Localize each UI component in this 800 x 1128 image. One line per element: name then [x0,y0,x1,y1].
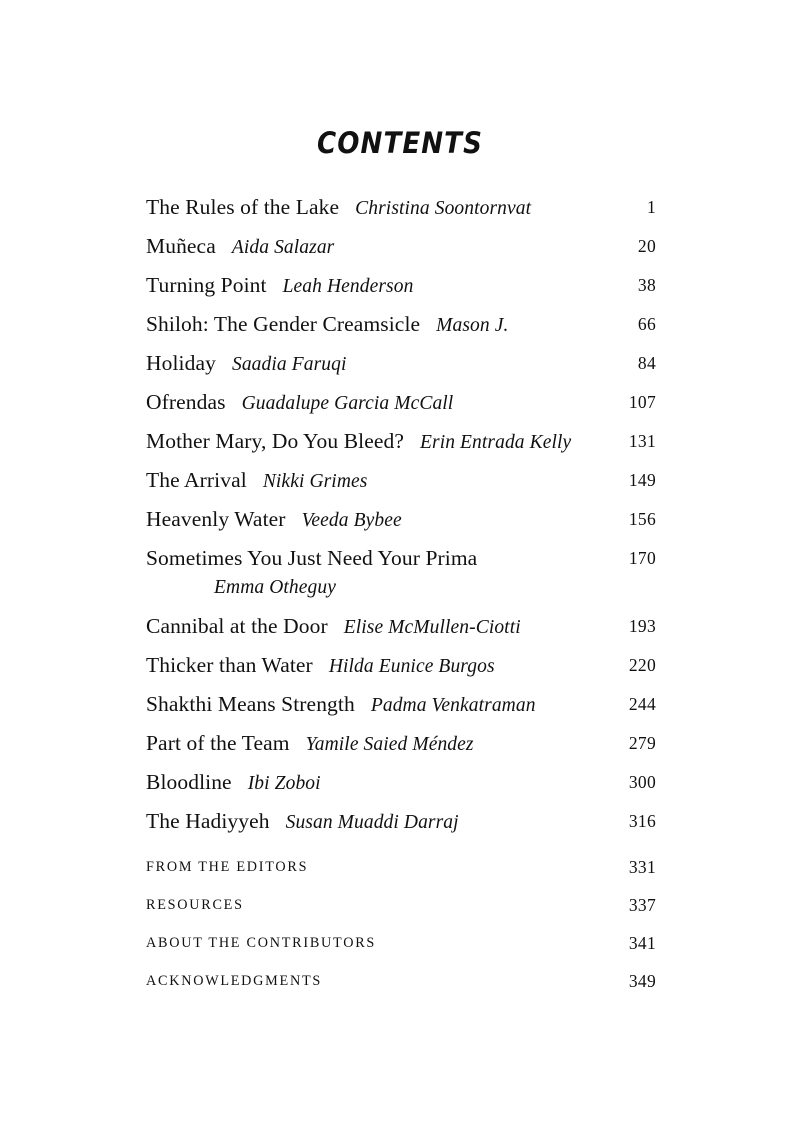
story-author-wrapped [146,578,656,607]
toc-entry-line [146,539,656,578]
story-author: Guadalupe Garcia McCall [241,393,454,414]
toc-entry[interactable] [146,305,656,344]
back-matter-entry[interactable] [146,962,656,1000]
page-number: 170 [628,548,656,568]
story-author: Leah Henderson [282,276,414,297]
story-title: Sometimes You Just Need Your Prima [146,546,478,570]
toc-entry-line [146,227,656,266]
story-title: Ofrendas [146,390,226,414]
page-number: 107 [628,392,656,412]
toc-entry[interactable] [146,461,656,500]
page-number: 244 [628,694,656,714]
story-author: Ibi Zoboi [247,773,321,794]
toc-entry-line [146,422,656,461]
story-author: Yamile Saied Méndez [305,734,474,755]
toc-entry[interactable] [146,724,656,763]
story-title: Thicker than Water [146,653,313,677]
story-title: Cannibal at the Door [146,614,328,638]
toc-entry-line [146,763,656,802]
toc-entry[interactable] [146,763,656,802]
back-matter-list [146,848,656,1000]
page-number: 337 [628,895,656,915]
page-number: 279 [628,733,656,753]
story-author: Padma Venkatraman [370,695,536,716]
back-matter-entry[interactable] [146,886,656,924]
toc-entry-line [146,461,656,500]
toc-entry-line [146,646,656,685]
story-author: Emma Otheguy [214,577,336,598]
page-number: 20 [637,236,656,256]
back-matter-label: ABOUT THE CONTRIBUTORS [146,935,377,951]
story-title: The Rules of the Lake [146,195,340,219]
story-title: Shakthi Means Strength [146,692,355,716]
story-title: Holiday [146,351,216,375]
toc-entry[interactable] [146,383,656,422]
story-title: Heavenly Water [146,507,286,531]
story-title: Part of the Team [146,731,290,755]
story-title: The Arrival [146,468,247,492]
toc-entry[interactable] [146,266,656,305]
toc-entry[interactable] [146,227,656,266]
story-title: Turning Point [146,273,267,297]
page-number: 341 [628,933,656,953]
back-matter-label: RESOURCES [146,897,244,913]
toc-entry-line [146,266,656,305]
toc-entry[interactable] [146,802,656,841]
page-number: 84 [637,353,656,373]
story-author: Nikki Grimes [262,471,368,492]
story-title: Muñeca [146,234,216,258]
story-title: Bloodline [146,770,232,794]
toc-entry[interactable] [146,607,656,646]
page-number: 66 [637,314,656,334]
story-author: Saadia Faruqi [231,354,347,375]
back-matter-entry[interactable] [146,848,656,886]
toc-entry-line [146,607,656,646]
toc-entry-line [146,305,656,344]
page-number: 193 [628,616,656,636]
toc-entry[interactable] [146,539,656,607]
story-author: Elise McMullen-Ciotti [343,617,521,638]
page-number: 300 [628,772,656,792]
back-matter-label: ACKNOWLEDGMENTS [146,973,322,989]
toc-entry-line [146,383,656,422]
story-title: The Hadiyyeh [146,809,270,833]
page-number: 149 [628,470,656,490]
page-number: 38 [637,275,656,295]
toc-entry[interactable] [146,422,656,461]
table-of-contents-list [146,188,656,841]
story-author: Mason J. [436,315,509,336]
page-number: 331 [628,857,656,877]
page-number: 316 [628,811,656,831]
story-author: Erin Entrada Kelly [420,432,572,453]
page-title: CONTENTS [317,126,483,160]
toc-entry-line [146,500,656,539]
story-author: Susan Muaddi Darraj [285,812,459,833]
page-number: 220 [628,655,656,675]
toc-entry[interactable] [146,685,656,724]
toc-entry-line [146,724,656,763]
page-number: 156 [628,509,656,529]
story-title: Mother Mary, Do You Bleed? [146,429,404,453]
story-author: Christina Soontornvat [355,198,532,219]
story-title: Shiloh: The Gender Creamsicle [146,312,421,336]
story-author: Hilda Eunice Burgos [328,656,495,677]
toc-entry-line [146,802,656,841]
toc-entry[interactable] [146,500,656,539]
story-author: Veeda Bybee [301,510,402,531]
toc-entry[interactable] [146,344,656,383]
page-number: 349 [628,971,656,991]
page-number: 131 [628,431,656,451]
toc-entry-line [146,344,656,383]
back-matter-entry[interactable] [146,924,656,962]
toc-entry[interactable] [146,646,656,685]
back-matter-label: FROM THE EDITORS [146,859,309,875]
toc-entry-line [146,188,656,227]
page-number: 1 [646,197,656,217]
toc-entry[interactable] [146,188,656,227]
story-author: Aida Salazar [231,237,335,258]
toc-entry-line [146,685,656,724]
